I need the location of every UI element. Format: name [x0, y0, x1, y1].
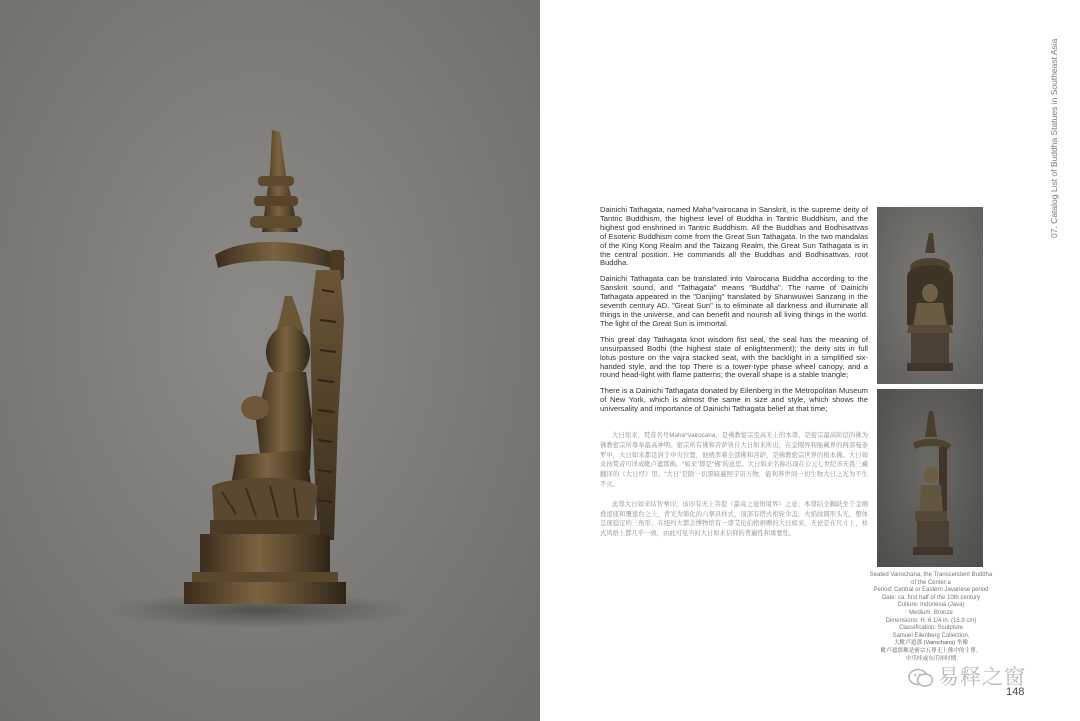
en-paragraph: There is a Dainichi Tathagata donated by Eilenberg in the Metropolitan Museum of New York, which is almost the same in size and style, which shows the universality and importance of Dainichi Tathagata belief at that time; [600, 386, 868, 414]
cn-paragraph: 大日如来，梵音名号Maha^vairocana，是佛教密宗至高无上的本尊，是密宗最高阶层的佛为佛教密宗所尊奉最高神明。密宗所有佛和菩萨皆自大日如来所出，在金刚界和胎藏界的两部曼荼罗中，大日如来都是居于中央位置，他统率着全部佛和菩萨，是佛教密宗世界的根本佛。大日如来按梵音可译成毗卢遮那佛，“如来”即是“佛”的意思。大日如来名称出现在公元七世纪善无畏三藏翻译的《大日经》里。“大日”是除一切黑暗遍照宇宙万物，能利养世间一切生物大日之光为不生不灭。 [600, 432, 868, 488]
reference-photo-side [877, 389, 983, 567]
watermark-text: 易释之窗 [938, 665, 1026, 689]
photo-caption: Seated Vairochana, the Transcendent Buddha of the Center:a Period: Central or Eastern Javanese period Date: ca. first half of the 10th century Culture: Indonesia (Java) Medium: Bronze Dimensions: H. 6 1/4 in. (15.9 cm) Classification: Sculpture Samuel Eilenberg Collection, 大毗卢遮那 (Vairochana) 坐像 毗卢遮那佛是密宗五尊无上佛中的主尊。 中爪哇或东爪哇时期 [869, 572, 993, 662]
chapter-side-title: 07. Catalog List of Buddha Statues in Southeast Asia [1049, 38, 1059, 238]
cn-paragraph: 此尊大日如来结智拳印，该印有无上菩提（最高之觉悟境界）之意；本尊结全跏趺坐于金刚叠涩座和覆莲台之上，背光为简化的六拏具样式，顶部有塔式相轮伞盖，火焰纹圆形头光，整体呈现稳定的三角形；在纽约大都会博物馆有一尊艾伦伯格捐赠的大日如来，无论是在尺寸上，样式风格上都几乎一致，由此可见当时大日如来信仰的普遍性和重要性。 [600, 500, 868, 538]
chinese-body [600, 431, 868, 549]
english-body [600, 206, 868, 421]
en-paragraph: Dainichi Tathagata can be translated into Vairocana Buddha according to the Sanskrit sound, and "Tathagata" means "Buddha". The name of Dainichi Tathagata appeared in the "Darijing" translated by Shanwuwei Sanzang in the seventh century AD. "Great Sun" is to eliminate all darkness and illuminate all things in the universe, and can benefit and nourish all living things in the world. The light of the Great Sun is immortal. [600, 274, 868, 328]
reference-photo-front [877, 207, 983, 384]
page-number: 148 [1006, 686, 1025, 698]
wechat-icon [908, 668, 934, 688]
en-paragraph: Dainichi Tathagata, named Maha^vairocana in Sanskrit, is the supreme deity of Tantric Buddhism, the highest level of Buddha in Tantric Buddhism, and the highest god enshrined in Tantric Buddhism. All the Buddhas and Bodhisattvas of Esoteric Buddhism come from the Great Sun Tathagata. In the two mandalas of the King Kong Realm and the Taizang Realm, the Great Sun Tathagata is in the central position. He commands all the Buddhas and Bodhisattvas. root Buddha. [600, 205, 868, 268]
wechat-watermark [908, 664, 1048, 690]
en-paragraph: This great day Tathagata knot wisdom fist seal, the seal has the meaning of unsurpassed Bodhi (the highest state of enlightenment); the deity sits in full lotus posture on the vajra stacked seat, with the backlight in a simplified six-handed style, and the top There is a tower-type phase wheel canopy, and a round head-light with flame patterns; the overall shape is a stable triangle; [600, 334, 868, 380]
